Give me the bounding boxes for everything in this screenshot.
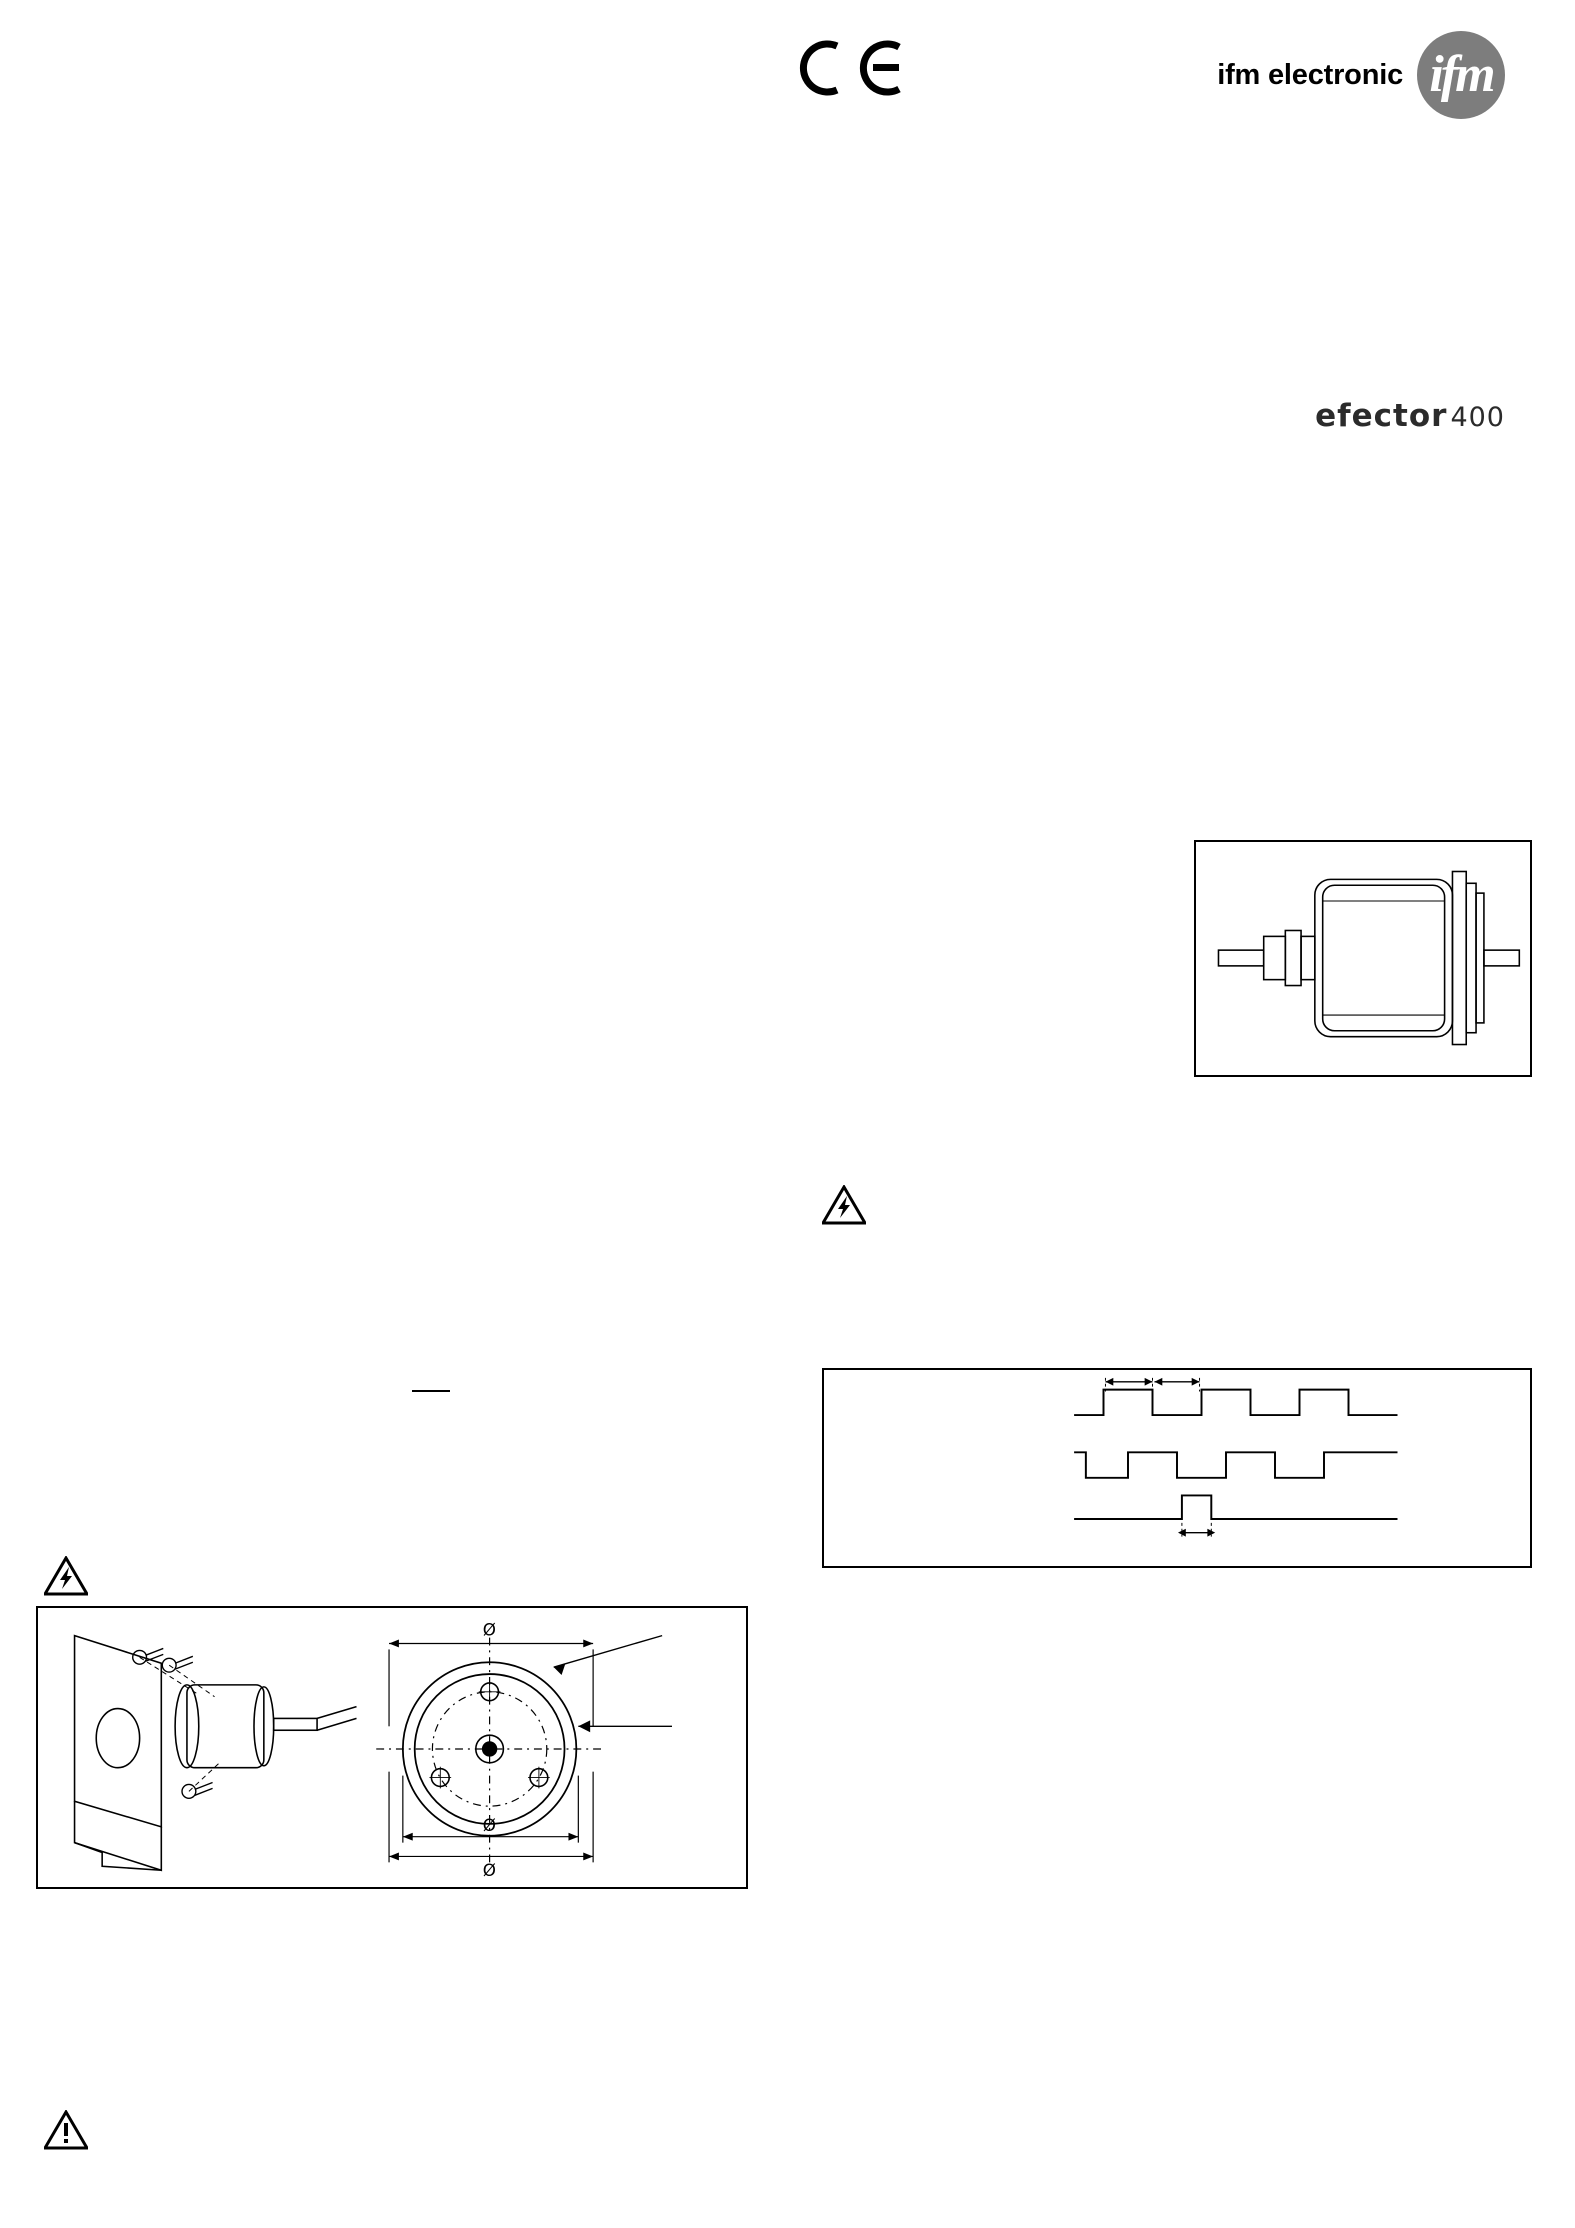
efector-wordmark-main: efector (1315, 398, 1448, 434)
separator-rule (412, 1390, 450, 1392)
diameter-symbol: Ø (482, 1860, 496, 1881)
ifm-badge-icon (1417, 31, 1505, 119)
mounting-bracket-and-bolt-circle-figure (36, 1606, 748, 1889)
output-signal-timing-figure (822, 1368, 1532, 1568)
general-warning-icon (44, 2110, 88, 2150)
electrical-hazard-icon (44, 1556, 88, 1596)
brand-wordmark: ifm electronic (1217, 58, 1403, 91)
efector-wordmark-suffix: 400 (1450, 402, 1505, 433)
efector-wordmark (1175, 398, 1505, 438)
encoder-side-view-figure (1194, 840, 1532, 1077)
diameter-symbol: Ø (482, 1814, 496, 1835)
ifm-badge-glyph: ifm (1429, 46, 1493, 103)
diameter-symbol: Ø (482, 1619, 496, 1640)
ce-mark-icon (795, 38, 905, 98)
electrical-hazard-icon (822, 1185, 866, 1225)
ifm-electronic-logo (1195, 25, 1505, 125)
